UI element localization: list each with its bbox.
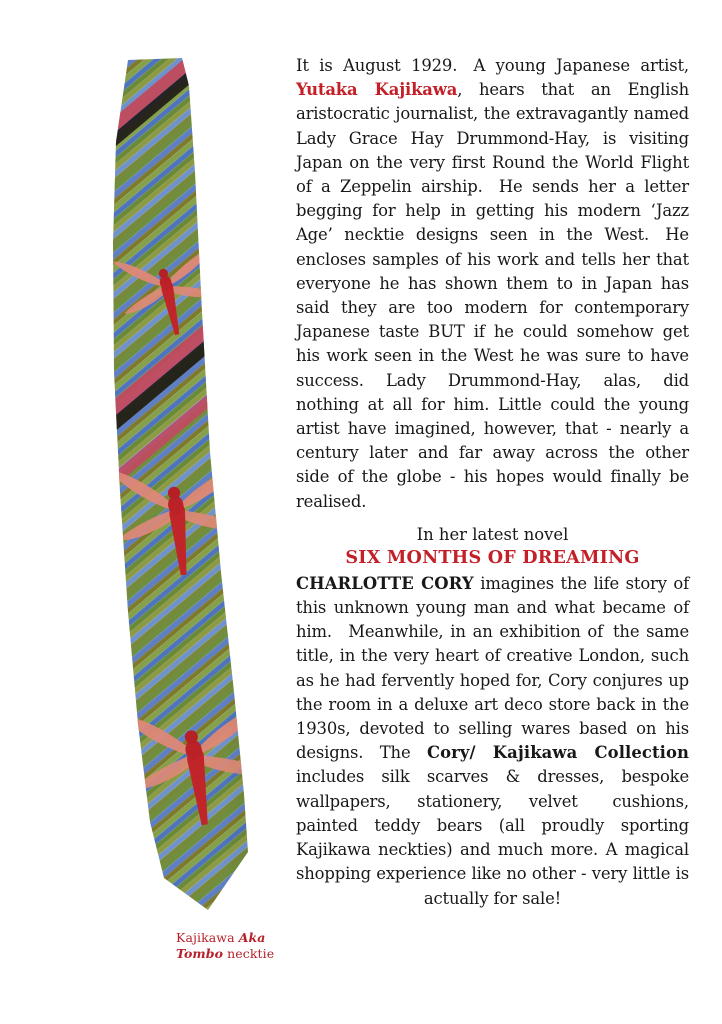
novel-title: SIX MONTHS OF DREAMING xyxy=(345,546,640,568)
necktie-body xyxy=(58,52,288,972)
collection-name: Cory/ Kajikawa Collection xyxy=(426,743,690,763)
caption-text-1: Kajikawa xyxy=(176,930,239,945)
novel-intro-line: In her latest novel xyxy=(416,524,569,544)
text-column xyxy=(296,54,689,911)
necktie-caption xyxy=(176,930,288,962)
intro-text-post: , hears that an English aristocratic journalist, the extravagantly named Lady Grace Hay Drummond-Hay, is visiting Japan on the very first Round the World Flight of a Zeppelin airship. He sends her a letter begging for help in getting his modern ‘Jazz Age’ necktie designs seen in the West. He encloses samples of his work and tells her that everyone he has shown them to in Japan has said they are too modern for contemporary Japanese taste BUT if he could somehow get his work seen in the West he was sure to have success. Lady Drummond-Hay, alas, did nothing at all for him. Little could the young artist have imagined, however, that - nearly a century later and far away across the other side of the globe - his hopes would finally be realised. xyxy=(296,80,689,511)
author-name: CHARLOTTE CORY xyxy=(296,573,474,593)
exhibition-text-mid: imagines the life story of this unknown young man and what became of him. Meanwhile, in an exhibition of the same title, in the very heart of creative London, such as he had fervently hoped for, Cory conjures up the room in a deluxe art deco store back in the 1930s, devoted to selling wares based on his designs. The xyxy=(296,573,689,763)
exhibition-paragraph xyxy=(296,572,689,911)
artist-name: Yutaka Kajikawa xyxy=(296,80,458,100)
necktie-figure xyxy=(58,52,288,972)
intro-paragraph xyxy=(296,54,689,514)
caption-text-2: Aka xyxy=(238,930,266,945)
exhibition-text-tail: includes silk scarves & dresses, bespoke wallpapers, stationery, velvet cushions, painted teddy bears (all proudly sporting Kajikawa neckties) and much more. A magical shopping experience like no other - very little is actually for sale! xyxy=(296,767,689,908)
caption-text-3: Tombo xyxy=(176,946,224,961)
intro-text-pre: It is August 1929. A young Japanese artist, xyxy=(296,56,689,75)
necktie-illustration xyxy=(58,52,288,972)
caption-text-4: necktie xyxy=(223,946,275,961)
